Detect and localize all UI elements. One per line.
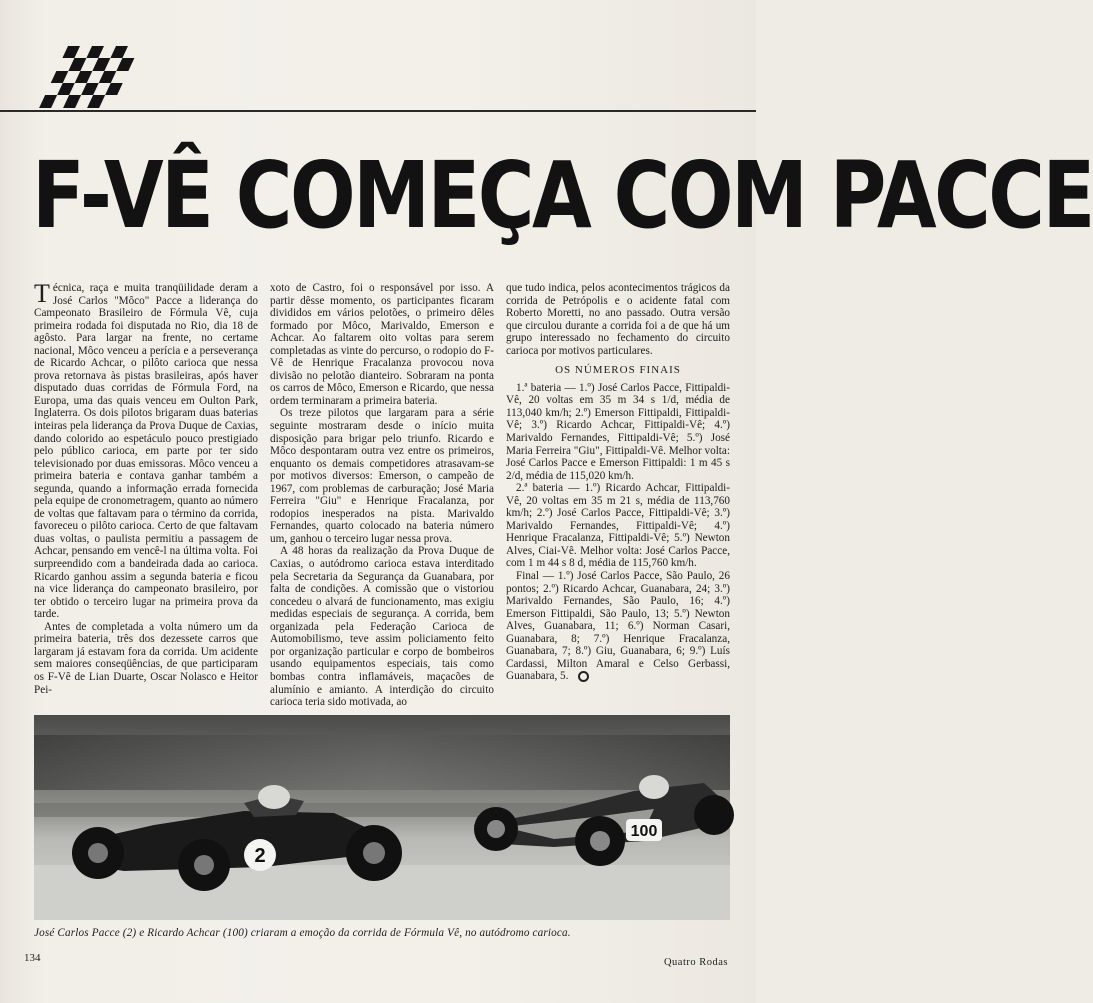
results-paragraph: 1.ª bateria — 1.º) José Carlos Pacce, Fittipaldi-Vê, 20 voltas em 35 m 34 s 1/d, média de 113,040 km/h; 2.º) Emerson Fittipaldi, Fittipaldi-Vê; 3.º) Ricardo Achcar, Fittipaldi-Vê; 4.º) Marivaldo Fernandes, Fittipaldi-Vê; 5.º) José Maria Ferreira "Giu", Fittipaldi-Vê. Melhor volta: José Carlos Pacce e Emerson Fittipaldi: 1 m 45 s 2/d, média de 115,020 km/h.	[506, 381, 730, 482]
column-3	[506, 282, 730, 712]
results-paragraph	[506, 570, 730, 683]
drop-cap: T	[34, 279, 50, 308]
article-headline: F-VÊ COMEÇA COM PACCE	[32, 142, 1093, 249]
paragraph: Antes de completada a volta número um da primeira bateria, três dos dezessete carros que largaram já estavam fora da corrida. Um acidente sem maiores conseqüências, de que participaram os F-Vê de Lian Duarte, Oscar Nolasco e Heitor Pei-	[34, 620, 258, 696]
magazine-name: Quatro Rodas	[663, 957, 728, 968]
paragraph	[34, 279, 258, 621]
paragraph: Os treze pilotos que largaram para a série seguinte mostraram desde o início muita disposição para brigar pelo triunfo. Ricardo e Môco despontaram outra vez entre os primeiros, enquanto os demais competidores atrasavam-se por motivos diversos: Emerson, o campeão de 1967, com problemas de carburação; José Maria Ferreira "Giu" e Henrique Fracalanza, por rodopios inesperados na pista. Marivaldo Fernandes, quarto colocado na bateria número um, ganhou o terceiro lugar nessa prova.	[270, 407, 494, 545]
results-paragraph: 2.ª bateria — 1.º) Ricardo Achcar, Fittipaldi-Vê, 20 voltas em 35 m 21 s, média de 113,760 km/h; 2.º) José Carlos Pacce, Fittipaldi-Vê; 3.º) Marivaldo Fernandes, Fittipaldi-Vê; 4.º) Henrique Fracalanza, Fittipaldi-Vê; 5.º) Newton Alves, Ciai-Vê. Melhor volta: José Carlos Pacce, com 1 m 44 s 8 d, média de 115,760 km/h.	[506, 482, 730, 570]
page-number: 134	[24, 952, 41, 964]
column-1	[34, 279, 258, 712]
column-2	[270, 282, 494, 712]
photo-caption: José Carlos Pacce (2) e Ricardo Achcar (100) criaram a emoção da corrida de Fórmula Vê, no autódromo carioca.	[34, 927, 571, 939]
end-mark-icon	[578, 671, 589, 682]
results-final-text: Final — 1.º) José Carlos Pacce, São Paulo, 26 pontos; 2.º) Ricardo Achcar, Guanabara, 24; 3.º) Marivaldo Fernandes, São Paulo, 16; 4.º) Emerson Fittipaldi, São Paulo, 13; 5.º) Newton Alves, Guanabara, 11; 6.º) Norman Casari, Guanabara, 8; 7.º) Henrique Fracalanza, Guanabara, 7; 8.º) Giu, Guanabara, 6; 9.º) Luís Cardassi, Milton Amaral e Celso Gerbassi, Guanabara, 5.	[506, 570, 730, 683]
paragraph-text: écnica, raça e muita tranqüilidade deram a José Carlos "Môco" Pacce a liderança do Campeonato Brasileiro de Fórmula Vê, cuja primeira rodada foi disputada no Rio, dia 18 de agôsto. Para largar na frente, no certame nacional, Môco venceu a perícia e a perseverança de Ricardo Achcar, o pilôto carioca que nessa prova retornava às pistas brasileiras, após haver disputado duas corridas de Fórmula Ford, na Europa, uma das quais venceu em Oulton Park, Inglaterra. Os dois pilotos brigaram duas baterias inteiras pela liderança da Prova Duque de Caxias, dando colorido ao espetáculo pouco prestigiado pelo público carioca, em parte por ter sido televisionado por duas emissoras. Môco venceu a primeira bateria e contava ganhar também a segunda, quando a informação errada fornecida pela equipe de cronometragem, quanto ao número de voltas que faltavam para o término da corrida, favoreceu o pilôto carioca. Certo de que faltavam duas voltas, o paulista permitiu a passagem de Achcar, pensando em vencê-l na última volta. Foi surpreendido com a bandeirada dada ao carioca. Ricardo ganhou assim a segunda bateria e ficou na vice liderança do campeonato brasileiro, por ter obtido o terceiro lugar na primeira prova da tarde.	[34, 282, 258, 621]
race-photo-illustration	[34, 715, 730, 920]
checkered-flag-icon	[34, 46, 138, 108]
race-photo	[34, 715, 730, 920]
article-body	[34, 279, 730, 712]
car-number-2: 2	[254, 845, 266, 867]
paragraph: xoto de Castro, foi o responsável por isso. A partir dêsse momento, os participantes ficaram divididos em vários pelotões, o primeiro dêles formado por Môco, Marivaldo, Emerson e Achcar. Ao faltarem oito voltas para serem completadas as vinte do percurso, o rodopio do F-Vê de Henrique Fracalanza provocou nova divisão no pelotão dianteiro. Sobraram na ponta os carros de Môco, Emerson e Ricardo, que nessa ordem terminaram a primeira bateria.	[270, 282, 495, 407]
paragraph: A 48 horas da realização da Prova Duque de Caxias, o autódromo carioca estava interditado pela Secretaria da Segurança da Guanabara, por falta de condições. A comissão que o vistoriou concedeu o alvará de funcionamento, mas exigiu medidas especiais de segurança. A corrida, bem organizada pela Federação Carioca de Automobilismo, teve assim policiamento feito por organização particular e corpo de bombeiros usando equipamentos especiais, tais como bombas contra inflamáveis, maçacões de alumínio e amianto. A interdição do circuito carioca teria sido motivada, ao	[270, 545, 494, 709]
header-rule	[0, 110, 756, 112]
paragraph: que tudo indica, pelos acontecimentos trágicos da corrida de Petrópolis e o acidente fatal com Roberto Moretti, no ano passado. Outra versão que circulou durante a corrida foi a de que há um grupo interessado no fechamento do circuito carioca por motivos particulares.	[506, 282, 730, 357]
results-title: OS NÚMEROS FINAIS	[555, 364, 681, 377]
car-number-100: 100	[630, 823, 658, 840]
